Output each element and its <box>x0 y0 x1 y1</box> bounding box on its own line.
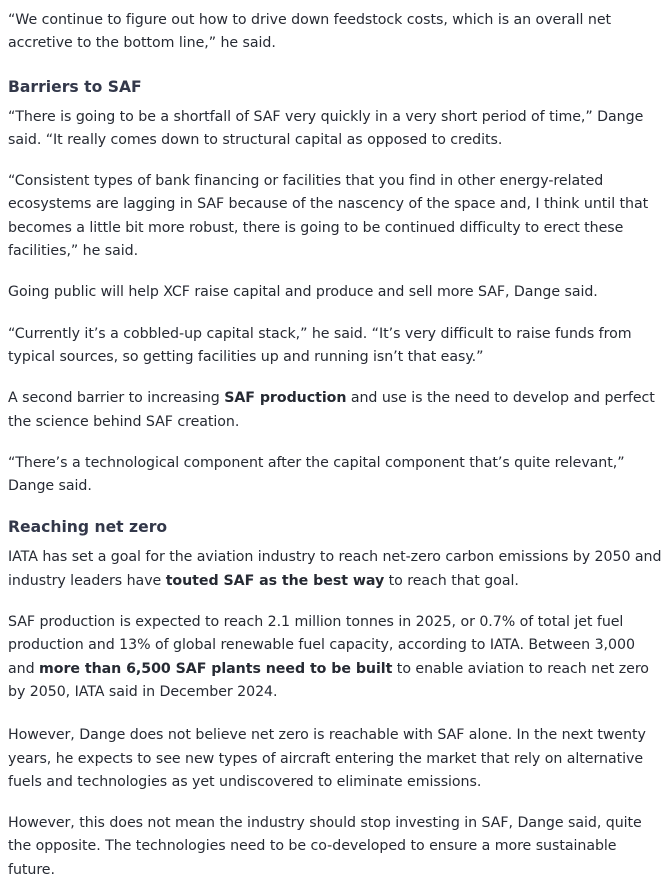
heading-reaching-net-zero: Reaching net zero <box>8 518 168 537</box>
paragraph-technological-component: “There’s a technological component after the capital component that’s quite relevant,” Dange said. <box>8 454 625 495</box>
link-saf-plants[interactable]: more than 6,500 SAF plants need to be built <box>39 660 393 677</box>
paragraph-bank-financing-quote: “Consistent types of bank financing or facilities that you find in other energy-related ecosystems are lagging in SAF because of the nascency of the space and, I think until that becomes a little bit more robust, there is going to be continued difficulty to erect these facilities,” he said. <box>8 173 649 260</box>
paragraph-text: and use is the need to develop and perfect the science behind SAF creation. <box>8 390 655 430</box>
link-touted-saf[interactable]: touted SAF as the best way <box>165 572 385 589</box>
heading-barriers-to-saf: Barriers to SAF <box>8 77 142 96</box>
paragraph-feedstock-quote: “We continue to figure out how to drive down feedstock costs, which is an overall net accretive to the bottom line,” he said. <box>8 12 612 52</box>
paragraph-going-public: Going public will help XCF raise capital and produce and sell more SAF, Dange said. <box>8 284 598 301</box>
paragraph-text: to enable aviation to reach net zero by 2050, IATA said in December 2024. <box>8 660 649 700</box>
paragraph-net-zero-alone: However, Dange does not believe net zero is reachable with SAF alone. In the next twenty years, he expects to see new types of aircraft entering the market that rely on alternative fuels and technologies as yet undiscovered to eliminate emissions. <box>8 727 646 790</box>
paragraph-text: A second barrier to increasing <box>8 390 225 407</box>
paragraph-co-development: However, this does not mean the industry should stop investing in SAF, Dange said, quite the opposite. The technologies need to be co-developed to ensure a more sustainable future. <box>8 815 642 878</box>
paragraph-capital-stack-quote: “Currently it’s a cobbled-up capital stack,” he said. “It’s very difficult to raise funds from typical sources, so getting facilities up and running isn’t that easy.” <box>8 325 632 365</box>
paragraph-second-barrier <box>8 387 664 434</box>
paragraph-saf-production-forecast <box>8 611 664 704</box>
paragraph-text: to reach that goal. <box>384 572 519 589</box>
paragraph-text: IATA has set a goal for the aviation industry to reach net-zero carbon emissions by 2050 and industry leaders have <box>8 549 662 589</box>
paragraph-iata-goal <box>8 546 664 593</box>
paragraph-text: SAF production is expected to reach 2.1 million tonnes in 2025, or 0.7% of total jet fuel production and 13% of global renewable fuel capacity, according to IATA. Between 3,000 and <box>8 614 635 677</box>
paragraph-shortfall-quote: “There is going to be a shortfall of SAF very quickly in a very short period of time,” Dange said. “It really comes down to structural capital as opposed to credits. <box>8 108 644 148</box>
link-saf-production[interactable]: SAF production <box>224 390 347 407</box>
